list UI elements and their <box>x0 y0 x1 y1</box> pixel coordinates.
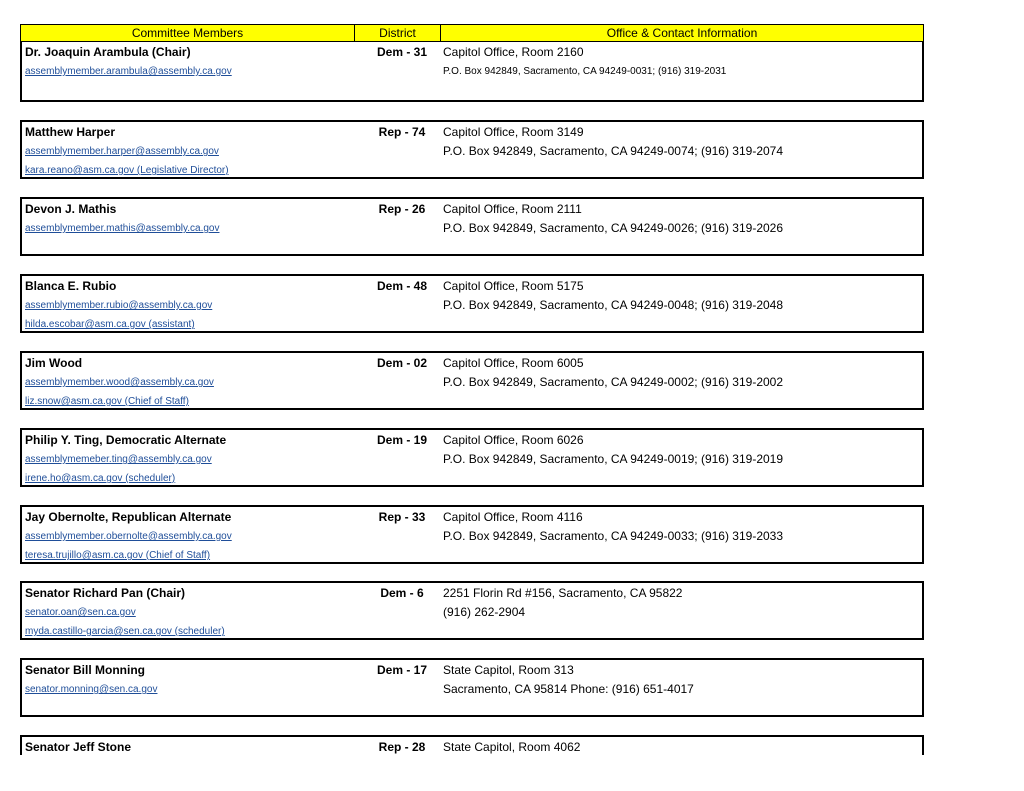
office-line-2: P.O. Box 942849, Sacramento, CA 94249-0074; (916) 319-2074 <box>443 144 784 158</box>
member-district: Dem - 48 <box>376 279 428 293</box>
office-line-1: State Capitol, Room 4062 <box>443 740 581 754</box>
member-name: Jay Obernolte, Republican Alternate <box>25 510 232 524</box>
email-link[interactable]: irene.ho@asm.ca.gov (scheduler) <box>25 473 176 484</box>
member-row <box>20 735 924 755</box>
email-link[interactable]: assemblymember.mathis@assembly.ca.gov <box>25 223 220 234</box>
member-row <box>20 42 924 102</box>
member-row <box>20 351 924 410</box>
office-line-2: P.O. Box 942849, Sacramento, CA 94249-0026; (916) 319-2026 <box>443 221 784 235</box>
member-name: Senator Bill Monning <box>25 663 145 677</box>
email-link[interactable]: assemblymember.obernolte@assembly.ca.gov <box>25 531 232 542</box>
header-district: District <box>355 25 441 41</box>
table-header <box>20 24 924 42</box>
email-link[interactable]: assemblymember.arambula@assembly.ca.gov <box>25 66 232 77</box>
member-name: Matthew Harper <box>25 125 116 139</box>
member-district: Rep - 74 <box>378 125 426 139</box>
member-district: Rep - 28 <box>378 740 426 754</box>
email-link[interactable]: assemblymember.harper@assembly.ca.gov <box>25 146 219 157</box>
office-line-1: Capitol Office, Room 6026 <box>443 433 584 447</box>
office-line-1: Capitol Office, Room 2160 <box>443 45 584 59</box>
email-link[interactable]: kara.reano@asm.ca.gov (Legislative Director) <box>25 165 229 176</box>
email-link[interactable]: senator.oan@sen.ca.gov <box>25 607 136 618</box>
header-committee-members: Committee Members <box>21 25 355 41</box>
member-name: Dr. Joaquin Arambula (Chair) <box>25 45 191 59</box>
email-link[interactable]: hilda.escobar@asm.ca.gov (assistant) <box>25 319 195 330</box>
email-link[interactable]: teresa.trujillo@asm.ca.gov (Chief of Staff) <box>25 550 211 561</box>
member-district: Rep - 26 <box>378 202 426 216</box>
member-name: Devon J. Mathis <box>25 202 117 216</box>
member-name: Senator Richard Pan (Chair) <box>25 586 186 600</box>
member-row <box>20 581 924 640</box>
office-line-1: Capitol Office, Room 5175 <box>443 279 584 293</box>
member-row <box>20 120 924 179</box>
email-link[interactable]: myda.castillo-garcia@sen.ca.gov (scheduler) <box>25 626 225 637</box>
office-line-2: P.O. Box 942849, Sacramento, CA 94249-0019; (916) 319-2019 <box>443 452 784 466</box>
member-row <box>20 428 924 487</box>
office-line-1: State Capitol, Room 313 <box>443 663 574 677</box>
member-district: Dem - 6 <box>380 586 424 600</box>
email-link[interactable]: assemblymemeber.ting@assembly.ca.gov <box>25 454 212 465</box>
office-line-2: P.O. Box 942849, Sacramento, CA 94249-0033; (916) 319-2033 <box>443 529 784 543</box>
office-line-2: P.O. Box 942849, Sacramento, CA 94249-0048; (916) 319-2048 <box>443 298 784 312</box>
member-row <box>20 505 924 564</box>
office-line-2: P.O. Box 942849, Sacramento, CA 94249-0031; (916) 319-2031 <box>443 66 727 77</box>
email-link[interactable]: senator.monning@sen.ca.gov <box>25 684 158 695</box>
email-link[interactable]: assemblymember.rubio@assembly.ca.gov <box>25 300 213 311</box>
member-name: Philip Y. Ting, Democratic Alternate <box>25 433 227 447</box>
member-row <box>20 658 924 717</box>
member-district: Dem - 31 <box>376 45 428 59</box>
office-line-1: Capitol Office, Room 6005 <box>443 356 584 370</box>
member-name: Blanca E. Rubio <box>25 279 117 293</box>
member-row <box>20 197 924 256</box>
email-link[interactable]: assemblymember.wood@assembly.ca.gov <box>25 377 214 388</box>
office-line-1: 2251 Florin Rd #156, Sacramento, CA 95822 <box>443 586 683 600</box>
member-district: Dem - 17 <box>376 663 428 677</box>
member-name: Jim Wood <box>25 356 83 370</box>
member-district: Rep - 33 <box>378 510 426 524</box>
office-line-2: Sacramento, CA 95814 Phone: (916) 651-4017 <box>443 682 694 696</box>
header-office-contact: Office & Contact Information <box>606 26 758 40</box>
member-name: Senator Jeff Stone <box>25 740 132 754</box>
office-line-1: Capitol Office, Room 4116 <box>443 510 583 524</box>
office-line-2: (916) 262-2904 <box>443 605 526 619</box>
member-district: Dem - 02 <box>376 356 428 370</box>
office-line-1: Capitol Office, Room 2111 <box>443 202 582 216</box>
office-line-1: Capitol Office, Room 3149 <box>443 125 584 139</box>
office-line-2: P.O. Box 942849, Sacramento, CA 94249-0002; (916) 319-2002 <box>443 375 784 389</box>
email-link[interactable]: liz.snow@asm.ca.gov (Chief of Staff) <box>25 396 189 407</box>
member-row <box>20 274 924 333</box>
member-district: Dem - 19 <box>376 433 428 447</box>
